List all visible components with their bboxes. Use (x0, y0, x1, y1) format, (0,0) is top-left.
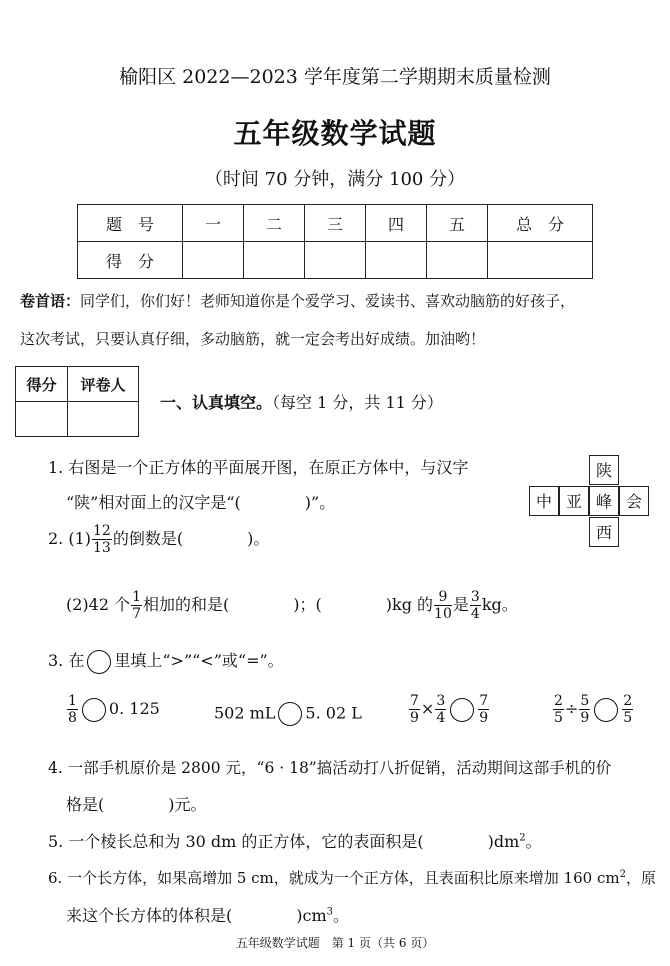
q4-line-2: 格是( )元。 (66, 795, 207, 814)
q3-instruction (48, 648, 284, 674)
q6-text-2: 来这个长方体的体积是( )cm (66, 906, 327, 925)
q5-text: 5. 一个棱长总和为 30 dm 的正方体，它的表面积是( )dm (48, 832, 520, 851)
cube-face-center: 峰 (589, 486, 619, 516)
q3-suffix: 里填上“>”“<”或“=”。 (114, 651, 284, 670)
score-table (77, 204, 593, 279)
fraction: $\frac{5}{9}$ (580, 693, 590, 726)
score-cell[interactable] (488, 242, 593, 279)
cube-face-top: 陕 (589, 455, 619, 485)
cube-face-bottom: 西 (589, 517, 619, 547)
compare-circle-icon (87, 650, 111, 674)
fraction: $\frac{3}{4}$ (470, 589, 480, 622)
fraction: $\frac{2}{5}$ (623, 693, 633, 726)
cube-net (527, 455, 657, 555)
score-cell[interactable] (305, 242, 366, 279)
answer-circle[interactable] (82, 698, 106, 722)
q5-end: 。 (525, 832, 542, 851)
q5-line (48, 829, 542, 852)
exam-subtitle: （时间 70 分钟，满分 100 分） (204, 169, 466, 190)
score-row-label: 得 分 (78, 242, 183, 279)
q1-line-2: “陕”相对面上的汉字是“( )”。 (66, 493, 336, 512)
fraction: $\frac{7}{9}$ (410, 693, 419, 726)
section-1-note: （每空 1 分，共 11 分） (272, 393, 443, 412)
compare-item-1 (66, 694, 160, 725)
compare-item-3 (408, 694, 490, 725)
cube-face-right: 会 (619, 486, 649, 516)
grader-name-cell[interactable] (68, 402, 139, 437)
intro-label: 卷首语： (20, 292, 81, 310)
intro-text-1: 同学们，你们好！老师知道你是个爱学习、爱读书、喜欢动脑筋的好孩子， (80, 292, 576, 310)
q2-part-2 (66, 590, 518, 621)
compare-value: 0. 125 (108, 699, 160, 718)
q6-exponent-1: 2 (619, 869, 626, 880)
fraction: $\frac{2}{5}$ (554, 693, 563, 726)
score-header: 二 (244, 205, 305, 242)
fraction: $\frac{3}{4}$ (436, 693, 446, 726)
operator: ÷ (564, 699, 579, 718)
fraction: $\frac{1}{8}$ (68, 693, 77, 726)
section-1-title: 一、认真填空。 (160, 393, 273, 412)
score-header: 三 (305, 205, 366, 242)
q3-prefix: 3. 在 (48, 651, 85, 670)
q2-1-prefix: 2. (1) (48, 529, 92, 548)
exam-header-line: 榆阳区 2022—2023 学年度第二学期期末质量检测 (119, 66, 551, 88)
score-header: 五 (427, 205, 488, 242)
answer-circle[interactable] (278, 702, 302, 726)
grader-score-cell[interactable] (16, 402, 68, 437)
q6-exponent-2: 3 (326, 906, 333, 918)
q2-2-end: kg。 (481, 595, 518, 614)
q5-unit-exponent: 2 (519, 832, 526, 844)
compare-value: 5. 02 L (305, 703, 362, 723)
cube-face-left: 中 (529, 486, 559, 516)
grader-table (15, 366, 139, 437)
exam-title: 五年级数学试题 (233, 117, 437, 150)
compare-item-2 (214, 702, 362, 726)
fraction: $\frac{12}{13}$ (93, 523, 111, 556)
page-footer: 五年级数学试题 第 1 页（共 6 页） (235, 936, 435, 950)
q6-line-1 (48, 867, 656, 888)
score-cell[interactable] (183, 242, 244, 279)
fraction: $\frac{7}{9}$ (479, 693, 489, 726)
fraction: $\frac{1}{7}$ (132, 589, 142, 622)
score-header: 四 (366, 205, 427, 242)
intro-line-1 (20, 285, 660, 317)
q4-line-1: 4. 一部手机原价是 2800 元，“6 · 18”搞活动打八折促销，活动期间这部手机的价 (48, 759, 612, 777)
q6-end-2: 。 (333, 906, 350, 925)
q2-2-prefix: (2)42 个 (66, 595, 131, 614)
answer-circle[interactable] (594, 698, 618, 722)
score-cell[interactable] (244, 242, 305, 279)
q6-text-1: 6. 一个长方体，如果高增加 5 cm，就成为一个正方体，且表面积比原来增加 160 cm (48, 869, 620, 887)
cube-face-mid: 亚 (559, 486, 589, 516)
q6-line-2 (66, 903, 349, 926)
q1-line-1: 1. 右图是一个正方体的平面展开图，在原正方体中，与汉字 (48, 458, 469, 477)
q2-part-1 (48, 524, 269, 555)
q2-2-mid: 相加的和是( )；( )kg 的 (143, 595, 434, 614)
q2-1-suffix: 的倒数是( )。 (112, 529, 270, 548)
score-cell[interactable] (366, 242, 427, 279)
grader-name-header: 评卷人 (68, 367, 139, 402)
operator: × (420, 699, 435, 718)
q2-2-is: 是 (452, 595, 469, 614)
grader-score-header: 得分 (16, 367, 68, 402)
answer-circle[interactable] (450, 698, 474, 722)
compare-item-4 (552, 694, 634, 725)
section-1-heading (160, 390, 443, 413)
score-header: 总 分 (488, 205, 593, 242)
fraction: $\frac{9}{10}$ (434, 589, 452, 622)
intro-line-2: 这次考试，只要认真仔细，多动脑筋，就一定会考出好成绩。加油哟！ (20, 330, 486, 348)
score-header: 一 (183, 205, 244, 242)
score-cell[interactable] (427, 242, 488, 279)
score-header: 题 号 (78, 205, 183, 242)
q6-end-1: ，原 (625, 869, 656, 887)
compare-value: 502 mL (214, 703, 276, 723)
